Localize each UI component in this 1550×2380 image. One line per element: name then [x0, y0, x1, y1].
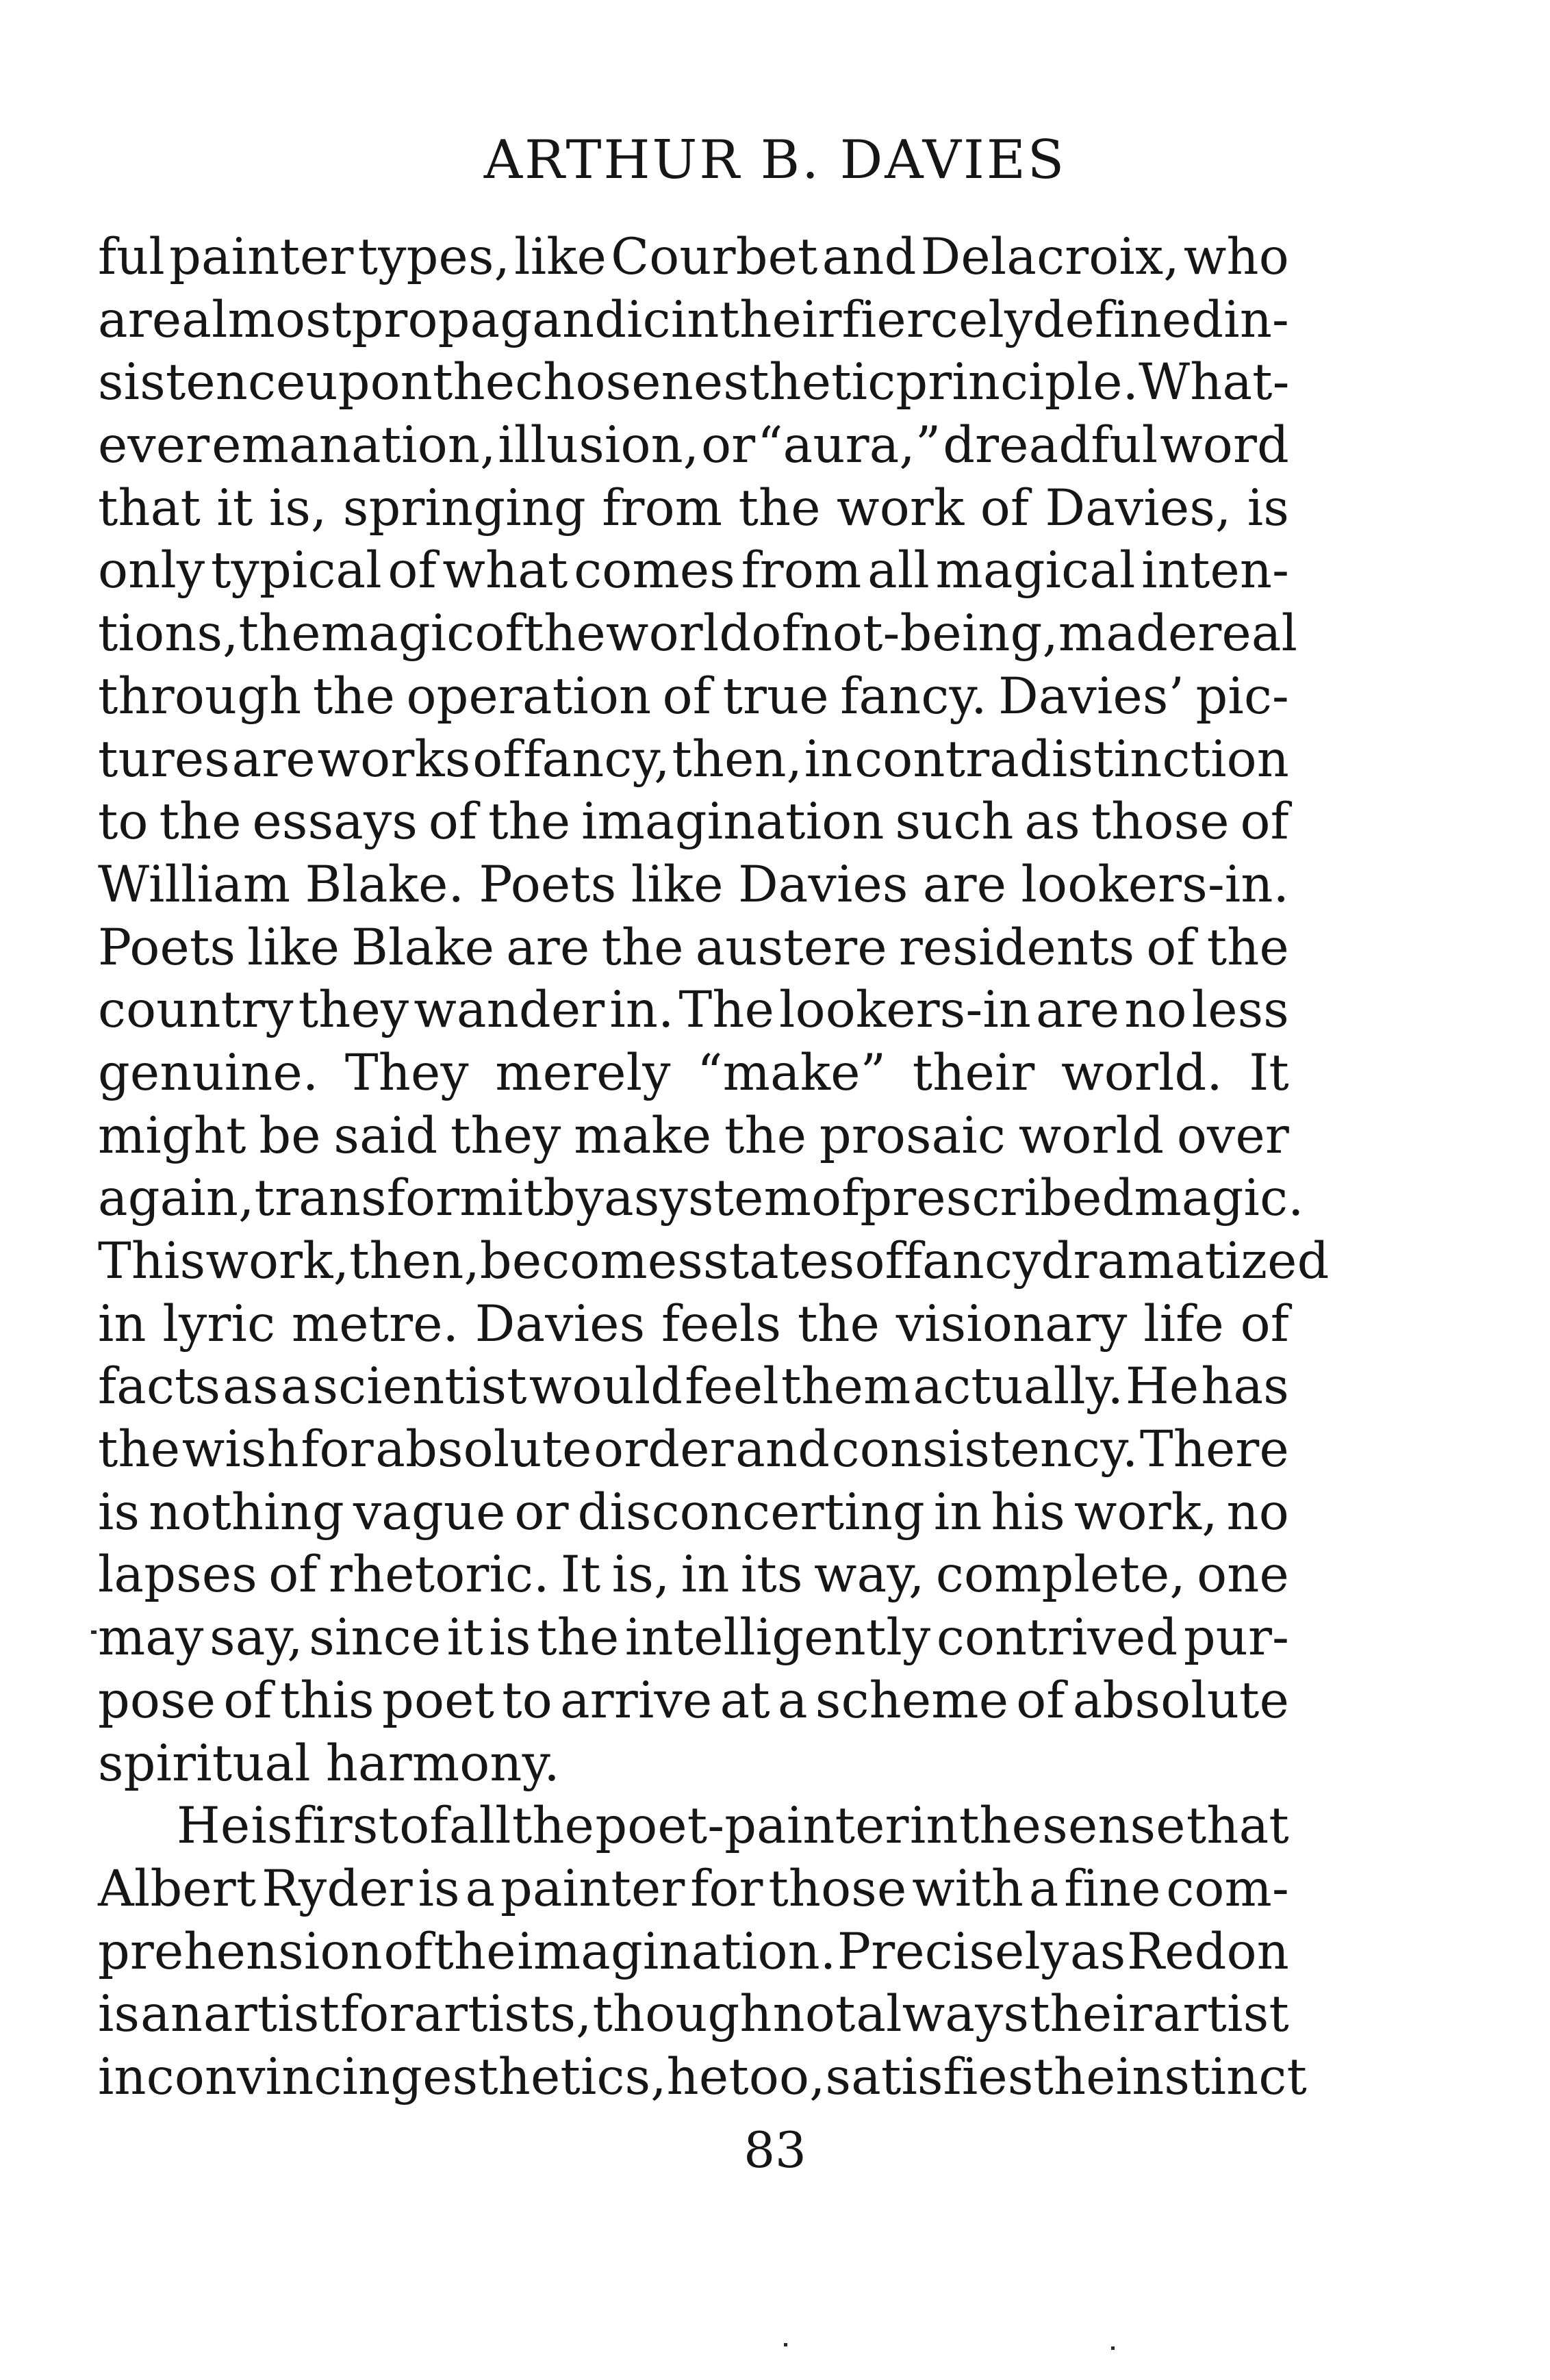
word: absolute	[1072, 1671, 1289, 1730]
word: of	[1240, 1294, 1289, 1353]
word: in	[804, 730, 853, 789]
word: of	[223, 1671, 272, 1730]
word: the	[1033, 2047, 1116, 2106]
word: might	[98, 1106, 246, 1165]
word: artists,	[414, 1985, 592, 2044]
word: They	[344, 1043, 469, 1102]
word: magic.	[1134, 1169, 1304, 1228]
word: only	[98, 541, 205, 600]
word: said	[333, 1106, 438, 1165]
word: of	[811, 1169, 861, 1228]
word: transform	[254, 1169, 507, 1228]
word: the	[738, 478, 821, 537]
text-line	[98, 1167, 1304, 1230]
word: poet-painter	[595, 1797, 909, 1856]
text-line	[98, 1858, 1289, 1921]
word: those	[1091, 793, 1230, 852]
word: then,	[672, 730, 803, 789]
word: Davies,	[1045, 478, 1232, 537]
word: a	[1028, 1859, 1059, 1918]
word: Davies	[738, 855, 909, 914]
word: to	[98, 793, 149, 852]
word: an	[140, 1985, 203, 2044]
word: of	[268, 1546, 318, 1604]
word: as	[1024, 793, 1080, 852]
word: Redon	[1127, 1922, 1289, 1981]
word: way,	[813, 1546, 925, 1604]
text-line	[98, 1355, 1289, 1418]
word: though	[592, 1985, 772, 2044]
word: emanation,	[212, 416, 496, 475]
word: such	[895, 793, 1014, 852]
word: Davies	[474, 1294, 646, 1353]
word: them	[780, 1357, 911, 1416]
word: ful	[98, 228, 165, 286]
word: almost	[181, 290, 352, 349]
word: complete,	[935, 1546, 1186, 1604]
text-line	[98, 917, 1289, 980]
word: is	[98, 1483, 140, 1541]
word: is	[98, 1985, 140, 2044]
word: the	[958, 1797, 1042, 1856]
word: typical	[210, 541, 382, 600]
word: may	[98, 1609, 204, 1667]
word: at	[720, 1671, 770, 1730]
word: of	[1240, 793, 1289, 852]
word: no	[1124, 981, 1187, 1040]
text-line	[98, 1983, 1289, 2046]
word: satisfies	[825, 2047, 1034, 2106]
word: sistence	[98, 353, 306, 412]
text-line	[98, 1293, 1289, 1356]
word: upon	[305, 353, 433, 412]
word: arrive	[560, 1671, 713, 1730]
word: a	[604, 1169, 634, 1228]
word: This	[98, 1232, 206, 1290]
word: world.	[1061, 1043, 1223, 1102]
word: disconcerting	[577, 1483, 925, 1541]
word: chosen	[515, 353, 694, 412]
word: feel	[685, 1357, 779, 1416]
word: his	[991, 1483, 1065, 1541]
word: in	[681, 1546, 730, 1604]
text-line	[98, 1795, 1289, 1858]
word: he	[666, 2047, 729, 2106]
word: make	[574, 1106, 712, 1165]
word: are	[922, 855, 1007, 914]
text-line	[98, 477, 1289, 540]
text-line	[98, 2046, 1307, 2109]
word: their	[719, 290, 842, 349]
word: fine	[1064, 1859, 1161, 1918]
word: they	[450, 1106, 561, 1165]
text-line	[98, 1042, 1289, 1105]
word: imagination	[581, 793, 885, 852]
word: word	[1160, 416, 1289, 475]
word: of	[388, 541, 437, 600]
text-line	[98, 289, 1289, 352]
word: magical	[935, 541, 1136, 600]
text-line	[98, 351, 1289, 414]
word: their	[1030, 1985, 1152, 2044]
word: operation	[406, 667, 652, 726]
word: always	[856, 1985, 1030, 2044]
word: the	[159, 793, 242, 852]
word: has	[1201, 1357, 1289, 1416]
word: essays	[252, 793, 418, 852]
word: merely	[495, 1043, 671, 1102]
word: poet	[382, 1671, 495, 1730]
page-number: 83	[744, 2121, 806, 2179]
word: genuine.	[98, 1043, 319, 1102]
print-speck	[1111, 2346, 1115, 2350]
word: esthetic	[693, 353, 896, 412]
word: states	[702, 1232, 855, 1290]
word: nothing	[149, 1483, 344, 1541]
word: their	[912, 1043, 1035, 1102]
word: is	[418, 1859, 460, 1918]
text-line	[98, 979, 1289, 1042]
word: in.	[609, 981, 674, 1040]
word: of	[474, 604, 524, 663]
word: since	[309, 1609, 442, 1667]
text-line	[98, 791, 1289, 854]
word: all	[448, 1797, 511, 1856]
word: What-	[1139, 353, 1290, 412]
word: in-	[1223, 290, 1289, 349]
word: consistency.	[831, 1420, 1139, 1479]
word: a	[280, 1357, 311, 1416]
word: order	[594, 1420, 734, 1479]
word: He	[1126, 1357, 1199, 1416]
word: the	[601, 918, 684, 977]
word: pic-	[1195, 667, 1289, 726]
word: Delacroix,	[920, 228, 1180, 286]
word: types,	[357, 228, 511, 286]
word: they	[298, 981, 409, 1040]
word: in	[909, 1797, 958, 1856]
word: fiercely	[841, 290, 1033, 349]
word: prehension	[98, 1922, 383, 1981]
word: of	[428, 793, 478, 852]
word: convincing	[146, 2047, 423, 2106]
word: austere	[695, 918, 887, 977]
word: not	[772, 1985, 856, 2044]
word: tions,	[98, 604, 239, 663]
word: the	[312, 667, 395, 726]
word: absolute	[375, 1420, 592, 1479]
text-line	[98, 226, 1289, 289]
word: the	[433, 353, 516, 412]
word: in	[933, 1483, 982, 1541]
word: of	[472, 730, 522, 789]
word: feels	[661, 1294, 782, 1353]
word: the	[523, 604, 606, 663]
word: rhetoric.	[329, 1546, 550, 1604]
word: the	[511, 1797, 595, 1856]
text-line	[98, 1481, 1289, 1544]
word: true	[722, 667, 829, 726]
word: like	[631, 855, 724, 914]
word: by	[543, 1169, 605, 1228]
word: no	[1226, 1483, 1289, 1541]
word: scientist	[312, 1357, 527, 1416]
word: world	[605, 604, 752, 663]
word: system	[633, 1169, 811, 1228]
word: magic	[320, 604, 475, 663]
word: made	[1058, 604, 1198, 663]
word: from	[741, 541, 862, 600]
word: would	[529, 1357, 683, 1416]
word: fancy.	[840, 667, 987, 726]
word: are	[98, 290, 182, 349]
word: who	[1183, 228, 1289, 286]
word: work	[837, 478, 965, 537]
word: is,	[611, 1546, 670, 1604]
word: first	[293, 1797, 399, 1856]
word: to	[502, 1671, 552, 1730]
text-line	[98, 414, 1289, 477]
word: and	[822, 228, 917, 286]
word: and	[735, 1420, 830, 1479]
word: instinct	[1115, 2047, 1307, 2106]
text-line	[98, 1544, 1289, 1607]
print-speck	[784, 2343, 787, 2346]
word: over	[1176, 1106, 1289, 1165]
word: vague	[353, 1483, 506, 1541]
word: Poets	[98, 918, 236, 977]
word: prescribed	[860, 1169, 1134, 1228]
body-text	[98, 226, 1330, 2109]
word: as	[223, 1357, 279, 1416]
running-head: ARTHUR B. DAVIES	[483, 129, 1067, 191]
word: Albert	[98, 1859, 257, 1918]
word: the	[1206, 918, 1289, 977]
word: it	[216, 478, 253, 537]
word: less	[1191, 981, 1289, 1040]
word: are	[506, 918, 590, 977]
word: dramatized	[1041, 1232, 1330, 1290]
word: actually.	[913, 1357, 1123, 1416]
word: are	[1036, 981, 1120, 1040]
word: lapses	[98, 1546, 257, 1604]
word: principle.	[895, 353, 1139, 412]
word: with	[912, 1859, 1024, 1918]
word: harmony.	[325, 1734, 560, 1793]
word: Blake.	[305, 855, 464, 914]
word: intelligently	[624, 1609, 931, 1667]
word: contradistinction	[854, 730, 1289, 789]
word: is	[251, 1797, 293, 1856]
word: There	[1139, 1420, 1289, 1479]
word: again,	[98, 1169, 255, 1228]
word: in	[670, 290, 720, 349]
word: “aura,”	[757, 416, 941, 475]
word: It	[560, 1546, 601, 1604]
word: it	[507, 1169, 544, 1228]
word: its	[740, 1546, 803, 1604]
word: of	[854, 1232, 904, 1290]
word: William	[98, 855, 291, 914]
word: or	[701, 416, 756, 475]
word: say,	[209, 1609, 303, 1667]
word: is,	[268, 478, 327, 537]
word: that	[98, 478, 201, 537]
word: painter	[169, 228, 354, 286]
word: of	[1016, 1671, 1065, 1730]
word: the	[433, 1922, 516, 1981]
word: ever	[98, 416, 210, 475]
word: Courbet	[611, 228, 818, 286]
word: contrived	[936, 1609, 1178, 1667]
word: that	[1186, 1797, 1289, 1856]
word: pose	[98, 1671, 216, 1730]
word: Blake	[351, 918, 495, 977]
word: wander	[414, 981, 605, 1040]
word: of	[751, 604, 800, 663]
word: Poets	[479, 855, 617, 914]
word: dreadful	[943, 416, 1158, 475]
text-line	[98, 1105, 1289, 1168]
word: are	[231, 730, 316, 789]
word: country	[98, 981, 294, 1040]
word: it	[446, 1609, 483, 1667]
word: the	[724, 1106, 807, 1165]
word: as	[1070, 1922, 1126, 1981]
word: metre.	[291, 1294, 459, 1353]
word: the	[537, 1609, 620, 1667]
word: painter	[500, 1859, 685, 1918]
word: com-	[1166, 1859, 1289, 1918]
word: works	[317, 730, 471, 789]
word: the	[98, 1420, 181, 1479]
word: of	[662, 667, 712, 726]
word: lookers-in.	[1021, 855, 1289, 914]
word: artist	[203, 1985, 340, 2044]
word: pur-	[1183, 1609, 1289, 1667]
word: is	[489, 1609, 531, 1667]
word: He	[177, 1797, 251, 1856]
word: is	[1247, 478, 1289, 537]
word: like	[514, 228, 607, 286]
text-line	[98, 1669, 1289, 1732]
word: Davies’	[998, 667, 1185, 726]
word: in	[98, 2047, 147, 2106]
word: work,	[1073, 1483, 1218, 1541]
word: imagination.	[517, 1922, 837, 1981]
word: defined	[1032, 290, 1224, 349]
word: too,	[728, 2047, 826, 2106]
word: for	[690, 1859, 763, 1918]
text-line	[98, 728, 1289, 791]
word: comes	[574, 541, 735, 600]
word: facts	[98, 1357, 221, 1416]
word: spiritual	[98, 1734, 311, 1793]
text-line	[98, 854, 1289, 917]
word: lyric	[162, 1294, 276, 1353]
word: world	[1018, 1106, 1165, 1165]
word: then,	[349, 1232, 480, 1290]
word: “make”	[697, 1043, 887, 1102]
text-line	[98, 1418, 1289, 1481]
word: residents	[898, 918, 1135, 977]
word: of	[399, 1797, 448, 1856]
word: lookers-in	[779, 981, 1032, 1040]
text-line	[98, 602, 1298, 665]
word: It	[1249, 1043, 1289, 1102]
word: tures	[98, 730, 230, 789]
word: not-being,	[800, 604, 1058, 663]
word: Precisely	[837, 1922, 1069, 1981]
word: through	[98, 667, 302, 726]
word: the	[238, 604, 321, 663]
word: of	[383, 1922, 433, 1981]
word: a	[778, 1671, 808, 1730]
word: from	[602, 478, 723, 537]
word: the	[488, 793, 571, 852]
word: becomes	[479, 1232, 703, 1290]
word: prosaic	[819, 1106, 1006, 1165]
word: in	[98, 1294, 147, 1353]
word: the	[797, 1294, 880, 1353]
word: artist	[1152, 1985, 1289, 2044]
word: be	[259, 1106, 321, 1165]
word: one	[1197, 1546, 1289, 1604]
word: wish	[181, 1420, 299, 1479]
word: a	[465, 1859, 496, 1918]
text-line	[98, 1607, 1289, 1669]
word: scheme	[815, 1671, 1009, 1730]
word: those	[768, 1859, 907, 1918]
word: for	[340, 1985, 414, 2044]
word: The	[678, 981, 775, 1040]
word: all	[867, 541, 930, 600]
word: fancy,	[523, 730, 670, 789]
word: propagandic	[351, 290, 671, 349]
word: work,	[205, 1232, 350, 1290]
word: Ryder	[262, 1859, 413, 1918]
word: real	[1197, 604, 1298, 663]
word: this	[279, 1671, 374, 1730]
text-line	[98, 1732, 1289, 1795]
word: for	[301, 1420, 374, 1479]
word: of	[980, 478, 1030, 537]
word: sense	[1042, 1797, 1186, 1856]
print-speck	[91, 1630, 97, 1634]
text-line	[98, 665, 1289, 728]
word: or	[514, 1483, 569, 1541]
word: springing	[342, 478, 586, 537]
text-line	[98, 539, 1289, 602]
word: fancy	[903, 1232, 1041, 1290]
word: visionary	[895, 1294, 1128, 1353]
word: what	[442, 541, 568, 600]
word: illusion,	[498, 416, 700, 475]
text-line	[98, 1921, 1289, 1984]
word: like	[247, 918, 340, 977]
word: life	[1143, 1294, 1224, 1353]
word: inten-	[1141, 541, 1289, 600]
text-line	[98, 1230, 1330, 1293]
word: esthetics,	[422, 2047, 667, 2106]
word: of	[1146, 918, 1195, 977]
